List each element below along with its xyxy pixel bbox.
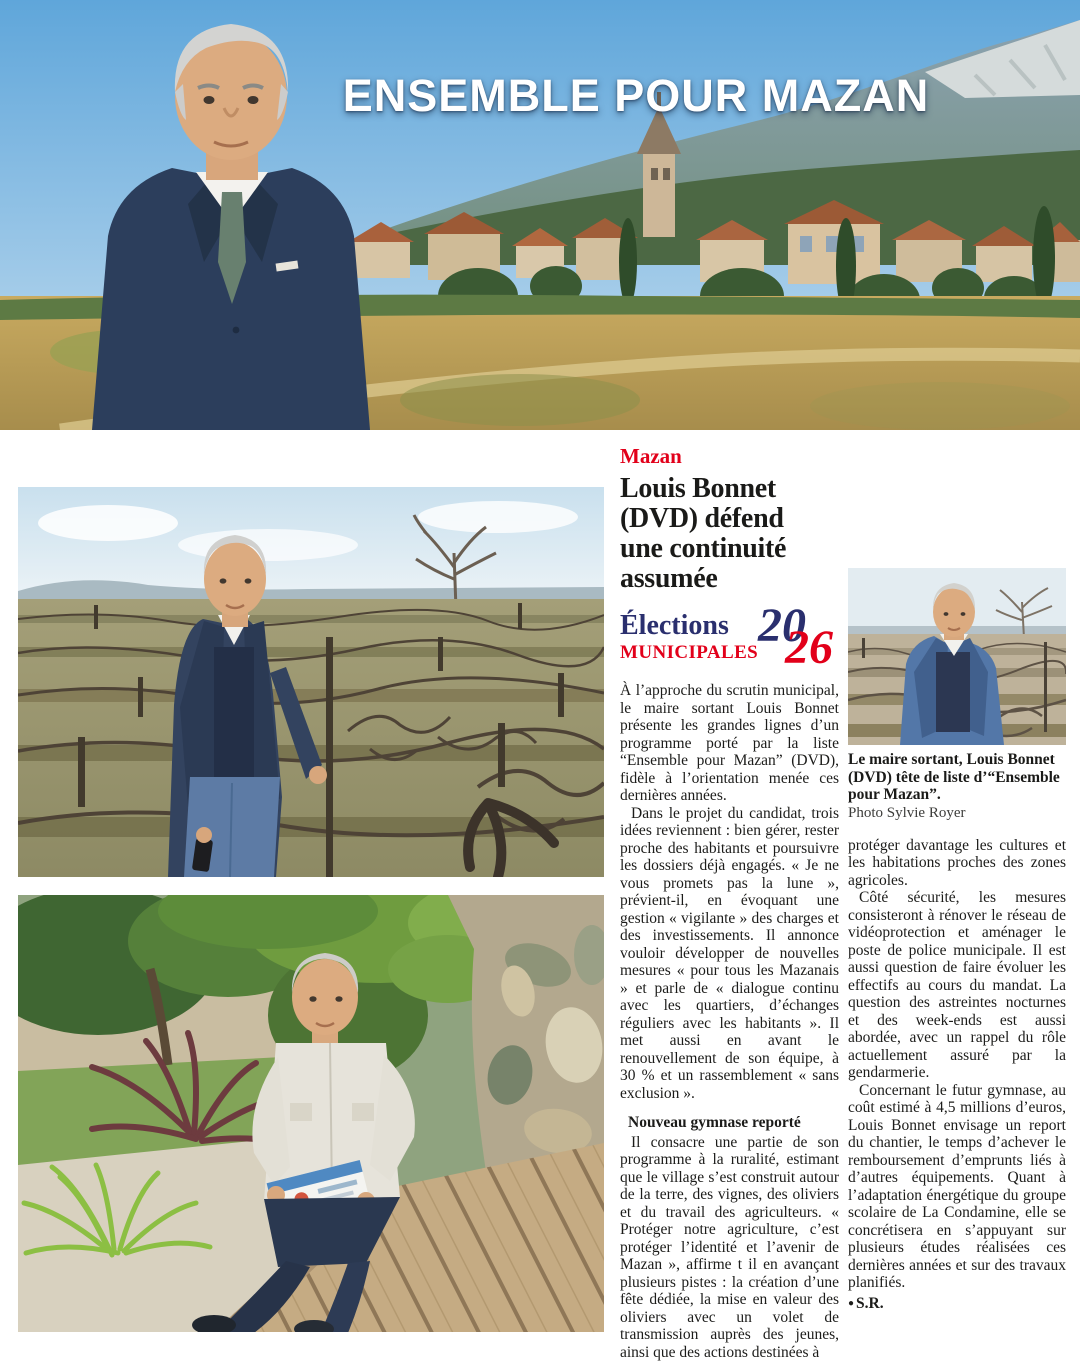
banner-title: ENSEMBLE POUR MAZAN bbox=[343, 70, 930, 122]
byline bbox=[848, 1295, 1066, 1313]
article-column-2 bbox=[848, 568, 1066, 1312]
vineyard-photo bbox=[18, 487, 604, 877]
paragraph-5: Côté sécurité, les mesures consisteront à rénover le réseau de vidéoprotection et aménager le poste de police municipale. Il est aussi question de faire évoluer les effectifs au cours du mandat. La question des astreintes nocturnes et des week-ends est aussi abordée, avec un rappel du rôle actuellement assuré par la gendarmerie. bbox=[848, 889, 1066, 1082]
caption-text: Le maire sortant, Louis Bonnet (DVD) tête de liste d’“Ensemble pour Mazan”. bbox=[848, 751, 1060, 803]
byline-bullet: ● bbox=[848, 1298, 854, 1309]
headline-line2: une continuité assumée bbox=[620, 534, 839, 594]
campaign-banner bbox=[0, 0, 1080, 430]
logo-year-20: 20 bbox=[758, 602, 806, 650]
logo-elections-text: Élections bbox=[620, 610, 729, 642]
photo-caption bbox=[848, 751, 1066, 822]
banner-photo-mazan-landscape bbox=[0, 0, 1080, 430]
garden-photo bbox=[18, 895, 604, 1332]
photo-vineyard bbox=[18, 487, 604, 877]
photo-garden-bench bbox=[18, 895, 604, 1332]
headline bbox=[620, 474, 839, 594]
logo-municipales-text: MUNICIPALES bbox=[620, 642, 758, 664]
paragraph-6: Concernant le futur gymnase, au coût estimé à 4,5 millions d’euros, Louis Bonnet envisage un report du chantier, le temps d’achever le remboursement d’emprunts liés à d’autres équipements. Quant à l’adaptation énergétique du groupe scolaire de La Condamine, elle se concrétisera en s’appuyant sur plusieurs études réalisées ces dernières années et sur des travaux planifiés. bbox=[848, 1082, 1066, 1292]
photo-credit: Photo Sylvie Royer bbox=[848, 804, 1066, 822]
paragraph-1: À l’approche du scrutin municipal, le maire sortant Louis Bonnet présente les grandes lignes d’un programme porté par la liste “Ensemble pour Mazan” (DVD), fidèle à l’orientation menée ces dernières années. bbox=[620, 682, 839, 805]
body-text-column-1 bbox=[620, 682, 839, 1361]
headline-line1: Louis Bonnet (DVD) défend bbox=[620, 474, 839, 534]
logo-year-26: 26 bbox=[785, 624, 833, 672]
mayor-portrait-photo bbox=[848, 568, 1066, 745]
body-text-column-2 bbox=[848, 837, 1066, 1313]
kicker: Mazan bbox=[620, 444, 839, 468]
byline-initials: S.R. bbox=[856, 1295, 884, 1312]
article-column-1 bbox=[620, 444, 839, 1361]
paragraph-2: Dans le projet du candidat, trois idées reviennent : bien gérer, rester proche des habitants et poursuivre les dossiers déjà engagés. « Je ne vous promets pas la lune », prévient-il, en évoquant une gestion « vigilante » des charges et des investissements. Il annonce vouloir développer de nouvelles mesures « pour tous les Mazanais » et parle de « dialogue continu avec les quartiers, d’échanges réguliers avec les habitants ». Il met aussi en avant le renouvellement de son équipe, à 30 % et un rassemblement « sans exclusion ». bbox=[620, 805, 839, 1103]
photo-mayor-portrait bbox=[848, 568, 1066, 745]
paragraph-4: protéger davantage les cultures et les habitations proches des zones agricoles. bbox=[848, 837, 1066, 890]
subhead-nouveau-gymnase: Nouveau gymnase reporté bbox=[620, 1114, 839, 1132]
elections-municipales-2026-logo bbox=[620, 610, 839, 674]
paragraph-3: Il consacre une partie de son programme à la ruralité, estimant que le village s’est construit autour de la terre, des vignes, des oliviers et du travail des agriculteurs. « Protéger notre agriculture, c’est protéger l’identité et l’avenir de Mazan », affirme t il en avançant plusieurs pistes : la création d’une fête dédiée, la mise en valeur des oliviers avec un volet de transmission auprès des jeunes, ainsi que des actions destinées à bbox=[620, 1134, 839, 1361]
